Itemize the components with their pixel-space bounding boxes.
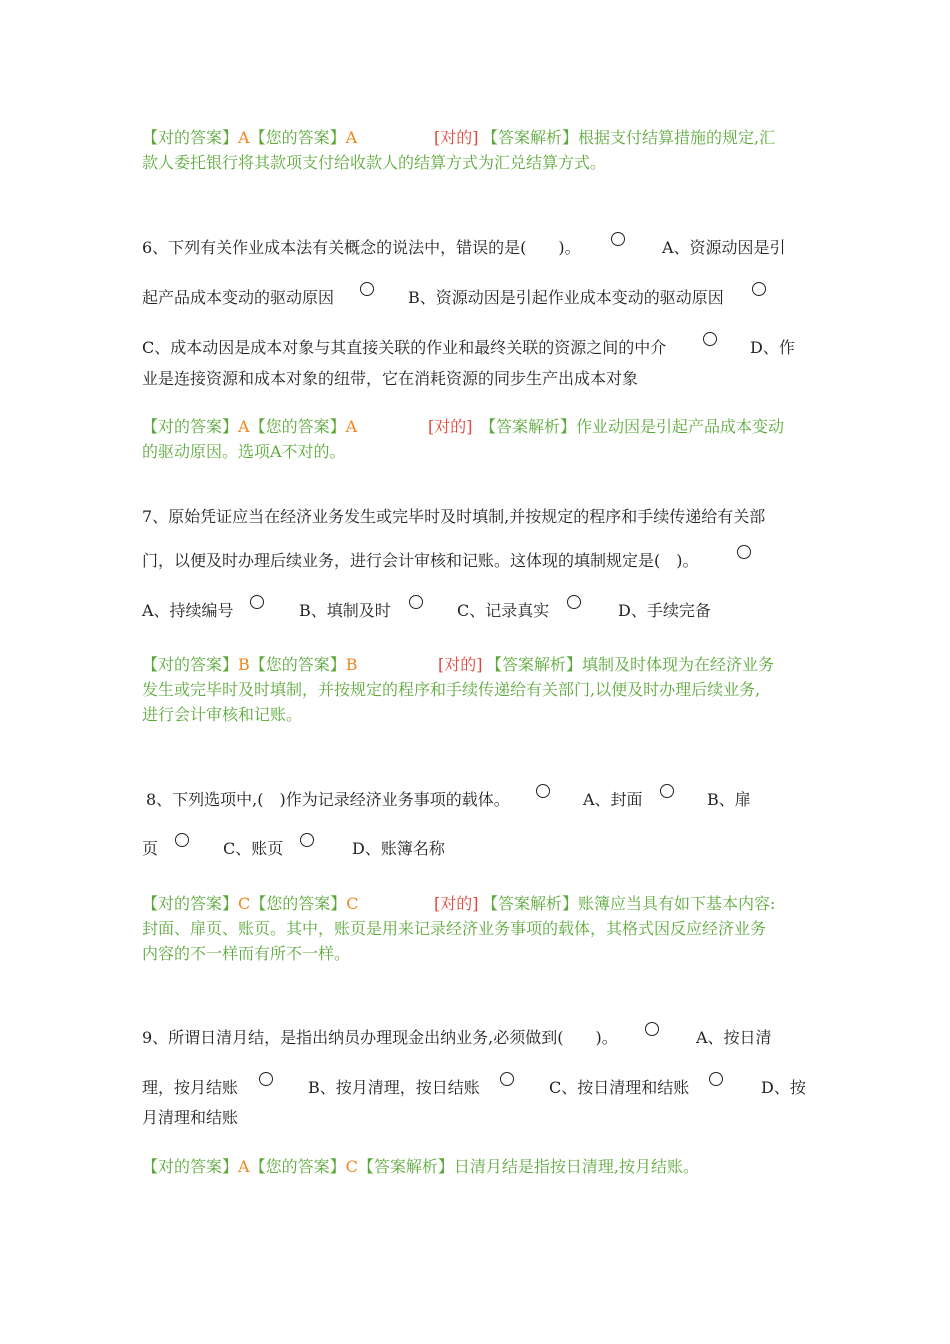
option-c: C、成本动因是成本对象与其直接关联的作业和最终关联的资源之间的中介 [142,338,667,357]
q7-answer-line2: 发生或完毕时及时填制，并按规定的程序和手续传递给有关部门,以便及时办理后续业务, [142,680,761,699]
radio-button-a[interactable] [360,282,374,296]
analysis-label: 【答案解析】 [482,894,579,913]
radio-button-c[interactable] [567,595,581,609]
question-text: 6、下列有关作业成本法有关概念的说法中，错误的是( )。 [142,238,581,257]
option-a-cont: 起产品成本变动的驱动原因 [142,288,335,307]
q5-answer-line2: 款人委托银行将其款项支付给收款人的结算方式为汇兑结算方式。 [142,153,607,172]
option-a: A、按日清 [696,1028,772,1047]
q8-answer-line1 [142,894,776,914]
correct-answer-label: 【对的答案】 [142,655,239,674]
correct-answer-label: 【对的答案】 [142,894,239,913]
question-text: 9、所谓日清月结，是指出纳员办理现金出纳业务,必须做到( )。 [142,1028,618,1047]
analysis-label: 【答案解析】 [357,1157,454,1176]
correct-answer-value: A [238,1157,250,1176]
analysis-label: 【答案解析】 [482,128,579,147]
q7-question-line1: 7、原始凭证应当在经济业务发生或完毕时及时填制,并按规定的程序和手续传递给有关部 [142,507,766,526]
analysis-label: 【答案解析】 [480,417,577,436]
correct-answer-value: A [238,417,250,436]
option-d: D、作 [750,338,795,357]
option-a-cont: 理，按月结账 [142,1078,239,1097]
radio-button-a[interactable] [259,1072,273,1086]
option-b: B、资源动因是引起作业成本变动的驱动原因 [408,288,724,307]
your-answer-label: 【您的答案】 [250,894,347,913]
option-b-cont: 页 [142,839,159,858]
correct-answer-label: 【对的答案】 [142,128,239,147]
analysis-text: 账簿应当具有如下基本内容: [578,894,776,913]
q9-question-line1 [142,1028,772,1048]
q9-answer-line1 [142,1157,699,1177]
radio-button-a[interactable] [660,784,674,798]
q6-question-line4: 业是连接资源和成本对象的纽带，它在消耗资源的同步生产出成本对象 [142,369,639,388]
q6-question-line1 [142,238,786,258]
q8-answer-line2: 封面、扉页、账页。其中，账页是用来记录经济业务事项的载体，其格式因反应经济业务 [142,919,767,938]
status-badge: [对的] [438,655,483,674]
analysis-text: 填制及时体现为在经济业务 [582,655,775,674]
option-a: A、资源动因是引 [662,238,786,257]
correct-answer-value: A [238,128,250,147]
analysis-label: 【答案解析】 [486,655,583,674]
q9-question-line3: 月清理和结账 [142,1108,239,1127]
radio-button-c[interactable] [300,833,314,847]
radio-button-a[interactable] [250,595,264,609]
q6-question-line2 [142,288,724,308]
q6-answer-line2: 的驱动原因。选项A不对的。 [142,442,346,461]
option-b: B、填制及时 [299,601,391,620]
radio-button-b[interactable] [500,1072,514,1086]
q6-answer-line1 [142,417,785,437]
option-c: C、按日清理和结账 [549,1078,690,1097]
radio-button-b[interactable] [752,282,766,296]
q6-question-line3 [142,338,795,358]
option-c: C、记录真实 [457,601,550,620]
your-answer-label: 【您的答案】 [249,655,346,674]
option-b: B、扉 [707,790,751,809]
q7-answer-line3: 进行会计审核和记账。 [142,705,303,724]
option-d: D、按 [761,1078,806,1097]
option-d: D、账簿名称 [352,839,445,858]
status-badge: [对的] [428,417,473,436]
status-badge: [对的] [434,128,479,147]
your-answer-value: B [345,655,358,674]
radio-button[interactable] [611,232,625,246]
q7-question-line2: 门，以便及时办理后续业务，进行会计审核和记账。这体现的填制规定是( )。 [142,551,699,570]
analysis-text: 日清月结是指按日清理,按月结账。 [453,1157,699,1176]
q7-options [142,601,711,621]
option-a: A、封面 [583,790,643,809]
correct-answer-label: 【对的答案】 [142,417,239,436]
option-b: B、按月清理，按日结账 [308,1078,480,1097]
radio-button-b[interactable] [409,595,423,609]
radio-button-b[interactable] [175,833,189,847]
your-answer-label: 【您的答案】 [249,417,346,436]
q5-answer-line1 [142,128,776,148]
question-text: 8、下列选项中,( )作为记录经济业务事项的载体。 [146,790,510,809]
q8-answer-line3: 内容的不一样而有所不一样。 [142,944,351,963]
radio-button-c[interactable] [709,1072,723,1086]
q8-question-line2 [142,839,445,859]
option-a: A、持续编号 [142,601,234,620]
correct-answer-value: C [238,894,251,913]
radio-button[interactable] [536,784,550,798]
your-answer-label: 【您的答案】 [249,128,346,147]
your-answer-value: C [345,1157,358,1176]
correct-answer-value: B [238,655,250,674]
q7-answer-line1 [142,655,775,675]
radio-button-c[interactable] [703,332,717,346]
analysis-text: 作业动因是引起产品成本变动 [576,417,785,436]
q9-question-line2 [142,1078,806,1098]
option-d: D、手续完备 [618,601,711,620]
correct-answer-label: 【对的答案】 [142,1157,239,1176]
radio-button[interactable] [645,1022,659,1036]
your-answer-value: A [345,417,358,436]
analysis-text: 根据支付结算措施的规定,汇 [578,128,776,147]
your-answer-label: 【您的答案】 [249,1157,346,1176]
q8-question-line1 [146,790,751,810]
your-answer-value: C [346,894,359,913]
option-c: C、账页 [223,839,284,858]
status-badge: [对的] [434,894,479,913]
your-answer-value: A [345,128,358,147]
radio-button[interactable] [737,545,751,559]
